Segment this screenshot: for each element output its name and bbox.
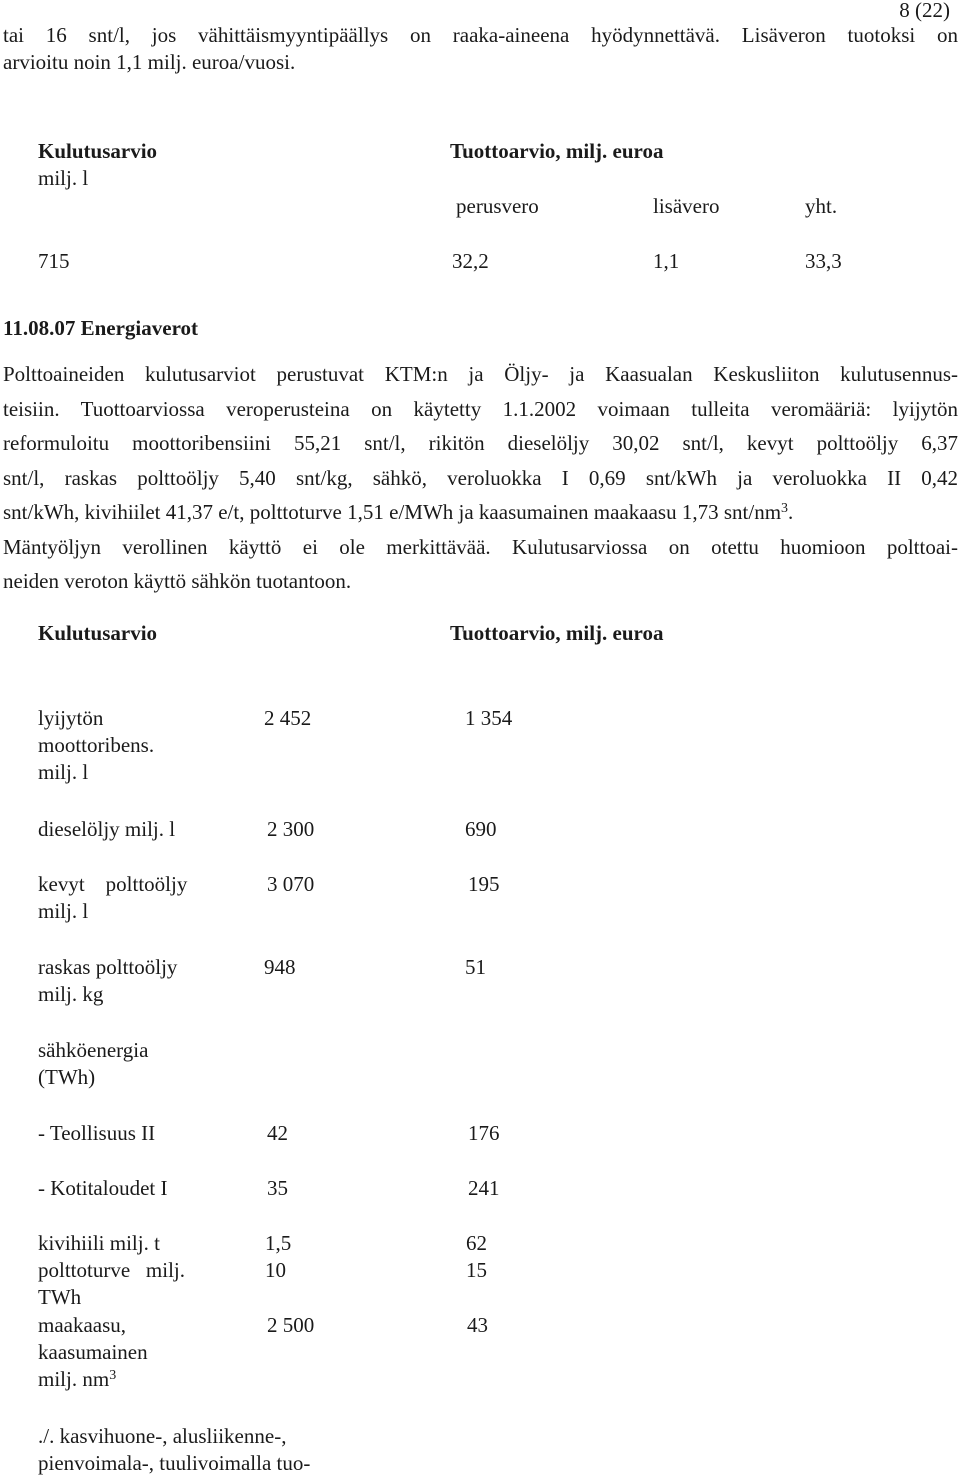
row-kulutus: 948 xyxy=(264,955,296,979)
row-kulutus: 1,5 xyxy=(265,1231,292,1255)
row-label: - Teollisuus II xyxy=(38,1121,156,1145)
row-label: sähköenergia (TWh) xyxy=(38,1038,149,1089)
intro-paragraph xyxy=(3,22,958,76)
section-line: reformuloitu moottoribensiini 55,21 snt/l, rikitön dieselöljy 30,02 snt/l, kevyt polttoöljy 6,37 xyxy=(3,431,958,455)
page-number: 8 (22) xyxy=(899,0,950,22)
table1-subheader-yht: yht. xyxy=(805,194,838,218)
row-kulutus: 2 300 xyxy=(267,817,315,841)
row-kulutus: 2 452 xyxy=(264,706,312,730)
row-label: raskas polttoöljy milj. kg xyxy=(38,955,178,1006)
section-line: neiden veroton käyttö sähkön tuotantoon. xyxy=(3,569,352,593)
section-line: Mäntyöljyn verollinen käyttö ei ole merkittävää. Kulutusarviossa on otettu huomioon polttoai- xyxy=(3,534,958,559)
table2-col2-header: Tuottoarvio, milj. euroa xyxy=(450,621,664,645)
section-line: teisiin. Tuottoarviossa veroperusteina on käytetty 1.1.2002 voimaan tulleita veromääriä: lyijytön xyxy=(3,396,958,421)
superscript-3: 3 xyxy=(781,501,789,516)
row-label: maakaasu, kaasumainen milj. $nm^3$ xyxy=(38,1313,148,1391)
row-kulutus: 35 xyxy=(267,1176,288,1200)
row-tuotto: 241 xyxy=(468,1176,500,1200)
section-line: snt/kWh, kivihiilet 41,37 e/t, polttoturve 1,51 e/MWh ja kaasumainen maakaasu 1,73 snt/$nm^3$. xyxy=(3,500,794,524)
table1-col2-header: Tuottoarvio, milj. euroa xyxy=(450,139,664,163)
superscript-3: 3 xyxy=(109,1368,117,1383)
row-kulutus: 3 070 xyxy=(267,872,315,896)
row-tuotto: 43 xyxy=(467,1313,488,1337)
table2-col1-header: Kulutusarvio xyxy=(38,621,158,645)
table1-col1-unit: milj. l xyxy=(38,166,89,190)
row-kulutus: 2 500 xyxy=(267,1313,315,1337)
section-paragraph xyxy=(3,357,958,599)
row-label: dieselöljy milj. l xyxy=(38,817,176,841)
footnote: ./. kasvihuone-, alusliikenne-, pienvoimala-, tuulivoimalla tuo- xyxy=(38,1424,311,1475)
table1-col1-header: Kulutusarvio xyxy=(38,139,158,163)
row-tuotto: 62 xyxy=(466,1231,487,1255)
row-label: kivihiili milj. t xyxy=(38,1231,160,1255)
row-tuotto: 176 xyxy=(468,1121,500,1145)
section-line: snt/l, raskas polttoöljy 5,40 snt/kg, sähkö, veroluokka I 0,69 snt/kWh ja veroluokka II 0,42 xyxy=(3,465,958,490)
row-tuotto: 51 xyxy=(465,955,486,979)
row-label: - Kotitaloudet I xyxy=(38,1176,168,1200)
table1-cell-yht: 33,3 xyxy=(805,249,842,273)
row-tuotto: 195 xyxy=(468,872,500,896)
row-label: kevyt polttoöljy milj. l xyxy=(38,872,188,923)
section-heading: 11.08.07 Energiaverot xyxy=(3,316,199,340)
table1-subheader-perusvero: perusvero xyxy=(456,194,539,218)
row-label: lyijytön moottoribens. milj. l xyxy=(38,706,155,784)
row-kulutus: 42 xyxy=(267,1121,288,1145)
row-tuotto: 15 xyxy=(466,1258,487,1282)
row-kulutus: 10 xyxy=(265,1258,286,1282)
intro-line: arvioitu noin 1,1 milj. euroa/vuosi. xyxy=(3,50,296,74)
table1-cell-kulutus: 715 xyxy=(38,249,70,273)
table1-subheader-lisavero: lisävero xyxy=(653,194,720,218)
row-label: polttoturve milj. TWh xyxy=(38,1258,185,1309)
section-line: Polttoaineiden kulutusarviot perustuvat KTM:n ja Öljy- ja Kaasualan Keskusliiton kulutusennus- xyxy=(3,362,958,386)
intro-line: tai 16 snt/l, jos vähittäismyyntipäällys on raaka-aineena hyödynnettävä. Lisäveron tuotoksi on xyxy=(3,23,958,47)
table1-cell-perusvero: 32,2 xyxy=(452,249,489,273)
table1-cell-lisavero: 1,1 xyxy=(653,249,680,273)
row-tuotto: 1 354 xyxy=(465,706,513,730)
row-tuotto: 690 xyxy=(465,817,497,841)
